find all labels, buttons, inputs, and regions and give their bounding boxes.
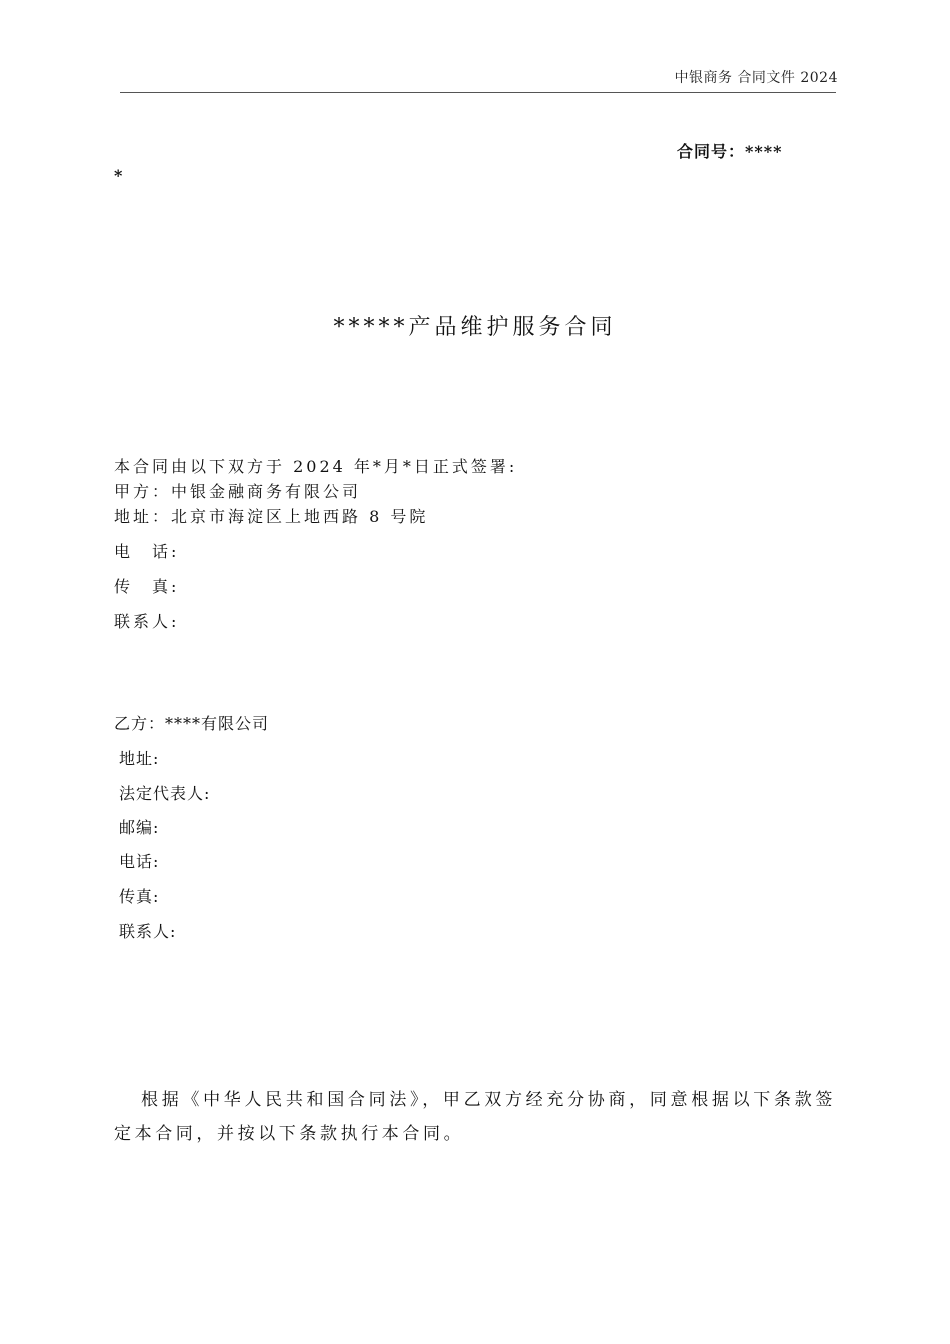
- party-a-name: 甲方：中银金融商务有限公司: [114, 482, 362, 501]
- party-a-phone: 电 话:: [114, 542, 180, 561]
- party-b-name: 乙方：****有限公司: [114, 714, 270, 733]
- party-b-contact: 联系人:: [119, 922, 177, 941]
- contract-number-wrap: *: [114, 166, 123, 185]
- party-b-fax: 传真:: [119, 887, 160, 906]
- signing-intro: 本合同由以下双方于 2024 年*月*日正式签署:: [114, 457, 518, 476]
- party-b-postcode: 邮编:: [119, 818, 160, 837]
- party-a-address: 地址：北京市海淀区上地西路 8 号院: [114, 507, 429, 526]
- header-text: 中银商务 合同文件 2024: [674, 70, 838, 86]
- party-a-fax: 传 真:: [114, 577, 180, 596]
- party-b-legal-rep: 法定代表人:: [119, 784, 211, 803]
- contract-number: 合同号：****: [677, 142, 783, 161]
- party-b-address: 地址:: [119, 749, 160, 768]
- party-a-contact: 联系人:: [114, 612, 180, 631]
- party-b-phone: 电话:: [119, 852, 160, 871]
- preamble-paragraph: 根据《中华人民共和国合同法》，甲乙双方经充分协商，同意根据以下条款签定本合同，并按以下条款执行本合同。: [114, 1090, 836, 1144]
- header-divider: [120, 92, 836, 93]
- document-title: *****产品维护服务合同: [333, 315, 617, 340]
